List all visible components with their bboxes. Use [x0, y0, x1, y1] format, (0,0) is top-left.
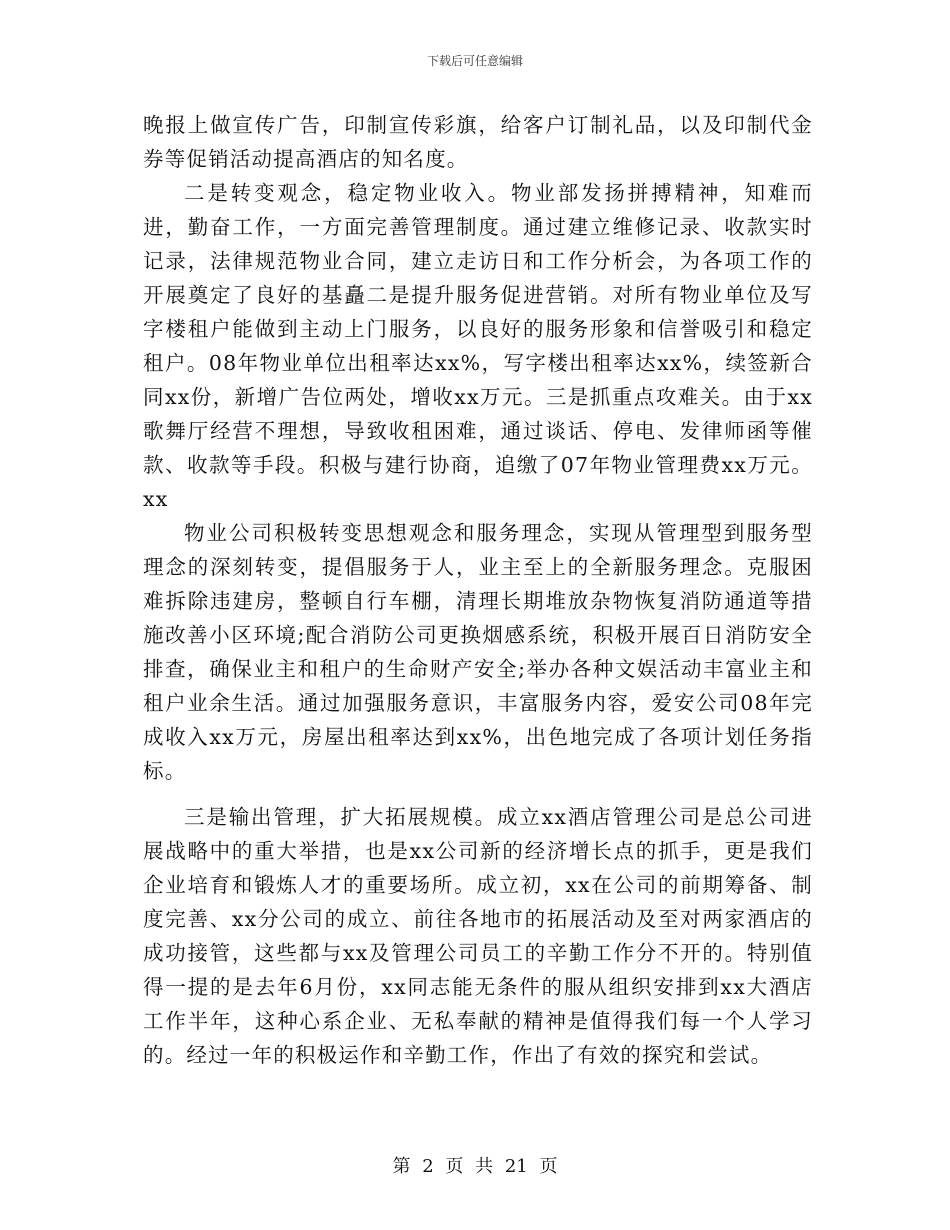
paragraph-4: 三是输出管理，扩大拓展规模。成立xx酒店管理公司是总公司进展战略中的重大举措，也是xx公司新的经济增长点的抓手，更是我们企业培育和锻炼人才的重要场所。成立初，xx在公司的前期筹备、制度完善、xx分公司的成立、前往各地市的拓展活动及至对两家酒店的成功接管，这些都与xx及管理公司员工的辛勤工作分不开的。特别值得一提的是去年6月份，xx同志能无条件的服从组织安排到xx大酒店工作半年，这种心系企业、无私奉献的精神是值得我们每一个人学习的。经过一年的积极运作和辛勤工作，作出了有效的探究和尝试。: [143, 805, 813, 1067]
paragraph-1: 晚报上做宣传广告，印制宣传彩旗，给客户订制礼品，以及印制代金券等促销活动提高酒店的知名度。: [143, 113, 813, 171]
page-header: 下载后可任意编辑: [426, 54, 523, 68]
document-body: [143, 108, 813, 1072]
page-number-footer: 第 2 页 共 21 页: [392, 1156, 558, 1177]
paragraph-2: 二是转变观念，稳定物业收入。物业部发扬拼搏精神，知难而进，勤奋工作，一方面完善管理制度。通过建立维修记录、收款实时记录，法律规范物业合同，建立走访日和工作分析会，为各项工作的开展奠定了良好的基矗二是提升服务促进营销。对所有物业单位及写字楼租户能做到主动上门服务，以良好的服务形象和信誉吸引和稳定租户。08年物业单位出租率达xx%，写字楼出租率达xx%，续签新合同xx份，新增广告位两处，增收xx万元。三是抓重点攻难关。由于xx歌舞厅经营不理想，导致收租困难，通过谈话、停电、发律师函等催款、收款等手段。积极与建行协商，追缴了07年物业管理费xx万元。xx: [143, 181, 813, 511]
paragraph-3: 物业公司积极转变思想观念和服务理念，实现从管理型到服务型理念的深刻转变，提倡服务于人，业主至上的全新服务理念。克服困难拆除违建房，整顿自行车棚，清理长期堆放杂物恢复消防通道等措施改善小区环境;配合消防公司更换烟感系统，积极开展百日消防安全排查，确保业主和租户的生命财产安全;举办各种文娱活动丰富业主和租户业余生活。通过加强服务意识，丰富服务内容，爱安公司08年完成收入xx万元，房屋出租率达到xx%，出色地完成了各项计划任务指标。: [143, 521, 813, 783]
